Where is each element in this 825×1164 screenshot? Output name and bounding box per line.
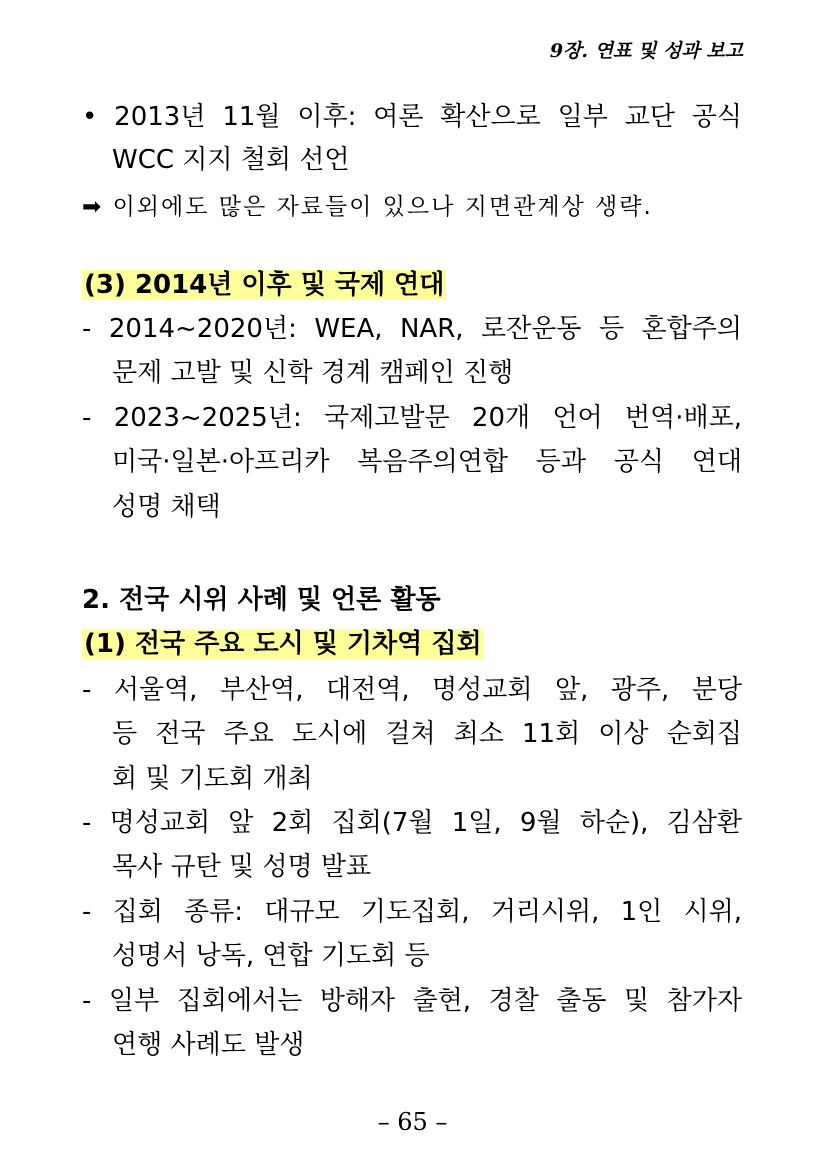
item-2023-2025-cont: 미국·일본·아프리카 복음주의연합 등과 공식 연대: [112, 447, 742, 477]
myungsung-rally-cont: 목사 규탄 및 성명 발표: [112, 852, 372, 882]
rally-types: - 집회 종류: 대규모 기도집회, 거리시위, 1인 시위,: [82, 897, 742, 927]
rally-incidents-cont: 연행 사례도 발생: [112, 1030, 305, 1060]
chapter-header: 9장. 연표 및 성과 보고: [549, 40, 743, 62]
rally-locations: - 서울역, 부산역, 대전역, 명성교회 앞, 광주, 분당: [82, 675, 742, 705]
item-2014-2020-cont: 문제 고발 및 신학 경계 캠페인 진행: [112, 358, 514, 388]
subsection-heading-3: [82, 268, 742, 302]
bullet-2013-cont: WCC 지지 철회 선언: [112, 145, 350, 175]
subsection-heading-1: [82, 627, 742, 661]
highlighted-heading: (1) 전국 주요 도시 및 기차역 집회: [84, 629, 482, 659]
bullet-2013: • 2013년 11월 이후: 여론 확산으로 일부 교단 공식: [82, 102, 742, 132]
highlighted-heading: (3) 2014년 이후 및 국제 연대: [84, 270, 445, 300]
item-2023-2025: - 2023~2025년: 국제고발문 20개 언어 번역·배포,: [82, 403, 742, 433]
item-2014-2020: - 2014~2020년: WEA, NAR, 로잔운동 등 혼합주의: [82, 314, 742, 344]
page-number: – 65 –: [377, 1108, 448, 1136]
rally-types-cont: 성명서 낭독, 연합 기도회 등: [112, 941, 430, 971]
section-heading-2: 2. 전국 시위 사례 및 언론 활동: [82, 585, 441, 615]
item-2023-2025-cont2: 성명 채택: [112, 492, 221, 522]
rally-locations-cont: 등 전국 주요 도시에 걸쳐 최소 11회 이상 순회집: [112, 719, 742, 749]
myungsung-rally: - 명성교회 앞 2회 집회(7월 1일, 9월 하순), 김삼환: [82, 808, 742, 838]
rally-incidents: - 일부 집회에서는 방해자 출현, 경찰 출동 및 참가자: [82, 986, 742, 1016]
omission-note: ➡ 이외에도 많은 자료들이 있으나 지면관계상 생략.: [82, 194, 653, 220]
rally-locations-cont2: 회 및 기도회 개최: [112, 764, 313, 794]
